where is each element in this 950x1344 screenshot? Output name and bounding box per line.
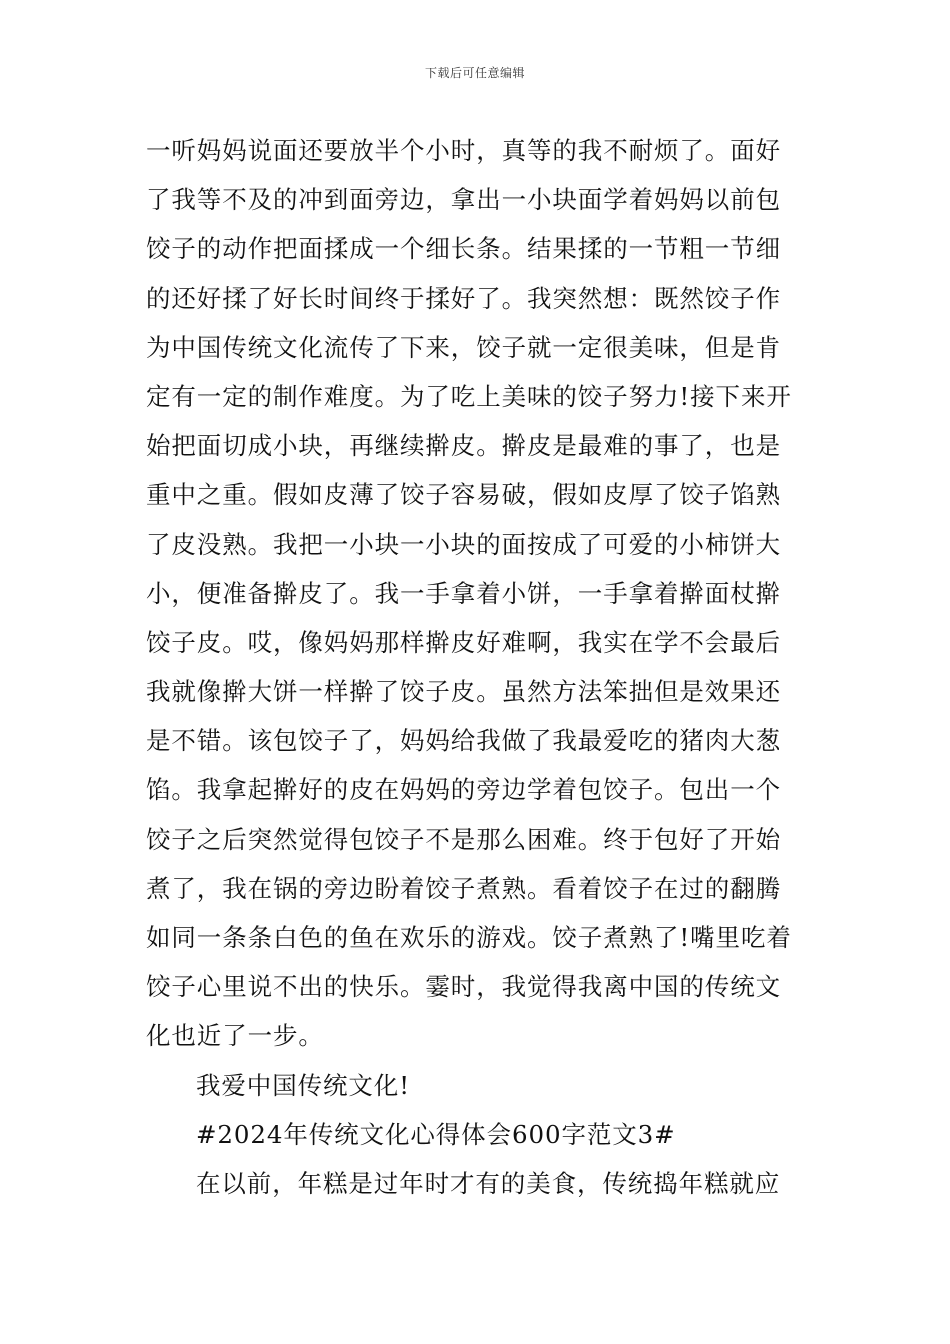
paragraph-line: 了皮没熟。我把一小块一小块的面按成了可爱的小柿饼大 [146,529,781,559]
paragraph-line: 一听妈妈说面还要放半个小时，真等的我不耐烦了。面好 [146,136,781,165]
paragraph-line: 重中之重。假如皮薄了饺子容易破，假如皮厚了饺子馅熟 [146,480,781,510]
page-header: 下载后可任意编辑 [424,66,525,80]
section-heading: #2024年传统文化心得体会600字范文3# [196,1119,676,1149]
paragraph-line: 饺子心里说不出的快乐。霎时，我觉得我离中国的传统文 [146,972,781,1002]
paragraph-line: 如同一条条白色的鱼在欢乐的游戏。饺子煮熟了!嘴里吃着 [146,923,792,952]
paragraph-line: 为中国传统文化流传了下来，饺子就一定很美味，但是肯 [146,332,781,362]
paragraph-line: 饺子皮。哎，像妈妈那样擀皮好难啊，我实在学不会最后 [146,627,781,657]
paragraph-line: 始把面切成小块，再继续擀皮。擀皮是最难的事了，也是 [146,431,781,461]
document-body [146,126,806,1208]
paragraph-line: 定有一定的制作难度。为了吃上美味的饺子努力!接下来开 [146,381,792,411]
paragraph-line: 煮了，我在锅的旁边盼着饺子煮熟。看着饺子在过的翻腾 [146,873,781,903]
paragraph-line: 我就像擀大饼一样擀了饺子皮。虽然方法笨拙但是效果还 [146,677,781,707]
paragraph-line: 馅。我拿起擀好的皮在妈妈的旁边学着包饺子。包出一个 [146,775,781,805]
paragraph-line: 饺子的动作把面揉成一个细长条。结果揉的一节粗一节细 [146,234,781,264]
paragraph-line: 化也近了一步。 [146,1021,324,1051]
paragraph-line: 饺子之后突然觉得包饺子不是那么困难。终于包好了开始 [146,824,781,854]
paragraph-line: 小，便准备擀皮了。我一手拿着小饼，一手拿着擀面杖擀 [146,578,781,608]
paragraph-line: 了我等不及的冲到面旁边，拿出一小块面学着妈妈以前包 [146,185,781,215]
paragraph-line: 在以前，年糕是过年时才有的美食，传统捣年糕就应 [196,1168,781,1198]
paragraph-line: 是不错。该包饺子了，妈妈给我做了我最爱吃的猪肉大葱 [146,726,781,756]
paragraph-line: 的还好揉了好长时间终于揉好了。我突然想：既然饺子作 [146,283,781,313]
closing-line: 我爱中国传统文化! [196,1070,410,1100]
